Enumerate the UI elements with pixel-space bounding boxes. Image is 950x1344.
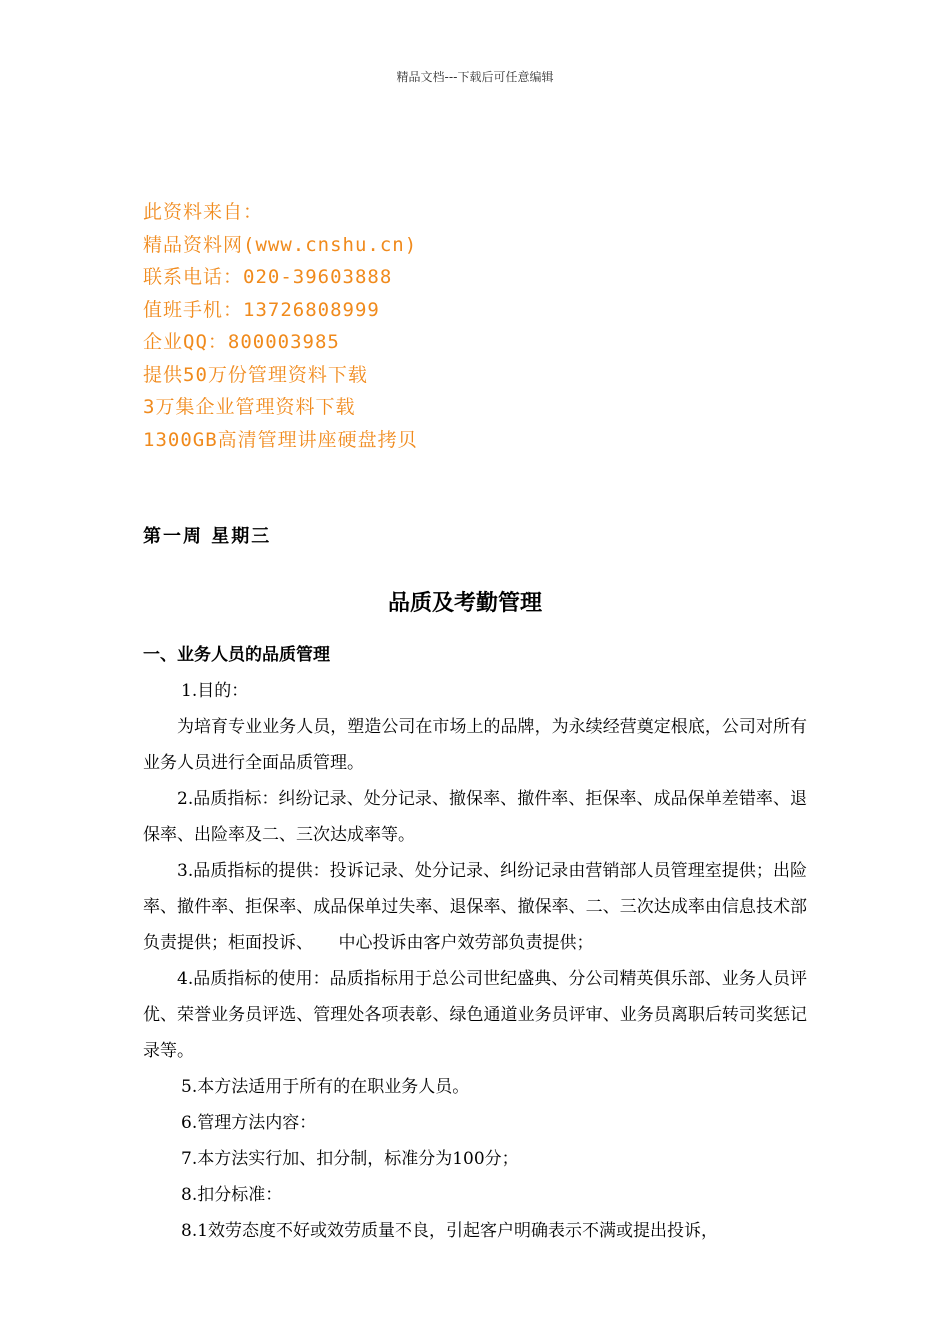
body-paragraph: 1.目的：: [181, 681, 249, 701]
body-paragraph: 8.1效劳态度不好或效劳质量不良，引起客户明确表示不满或提出投诉，: [181, 1221, 719, 1241]
body-paragraph: 2.品质指标：纠纷记录、处分记录、撤保率、撤件率、拒保率、成品保单差错率、退保率、出险率及二、三次达成率等。: [143, 789, 807, 845]
body-paragraph: 6.管理方法内容：: [181, 1113, 317, 1133]
section-heading: 一、业务人员的品质管理: [143, 645, 330, 665]
source-info-line: 此资料来自：: [143, 201, 264, 223]
source-info-line: 1300GB高清管理讲座硬盘拷贝: [143, 428, 418, 451]
page-header-note: 精品文档---下载后可任意编辑: [396, 70, 554, 84]
source-info-block: [143, 196, 418, 456]
source-info-line: 联系电话：020-39603888: [143, 266, 393, 288]
week-label: 第一周 星期三: [143, 526, 272, 547]
document-title: 品质及考勤管理: [387, 590, 542, 616]
body-paragraph: 为培育专业业务人员，塑造公司在市场上的品牌，为永续经营奠定根底，公司对所有业务人员进行全面品质管理。: [143, 717, 807, 773]
source-info-line: 值班手机：13726808999: [143, 298, 380, 321]
body-paragraph: 8.扣分标准：: [181, 1185, 283, 1205]
source-info-line: 企业QQ：800003985: [143, 331, 340, 353]
body-paragraph: 7.本方法实行加、扣分制，标准分为100分；: [181, 1149, 519, 1169]
body-paragraph: 5.本方法适用于所有的在职业务人员。: [181, 1077, 470, 1097]
body-paragraph: 3.品质指标的提供：投诉记录、处分记录、纠纷记录由营销部人员管理室提供；出险率、撤件率、拒保率、成品保单过失率、退保率、撤保率、二、三次达成率由信息技术部负责提供；柜面投诉、 中心投诉由客户效劳部负责提供；: [143, 861, 807, 953]
source-info-line: 3万集企业管理资料下载: [143, 396, 356, 418]
source-info-line: 精品资料网(www.cnshu.cn): [143, 233, 418, 256]
source-info-line: 提供50万份管理资料下载: [143, 363, 368, 386]
document-body: [143, 637, 807, 1249]
body-paragraph: 4.品质指标的使用：品质指标用于总公司世纪盛典、分公司精英俱乐部、业务人员评优、荣誉业务员评选、管理处各项表彰、绿色通道业务员评审、业务员离职后转司奖惩记录等。: [143, 969, 807, 1061]
